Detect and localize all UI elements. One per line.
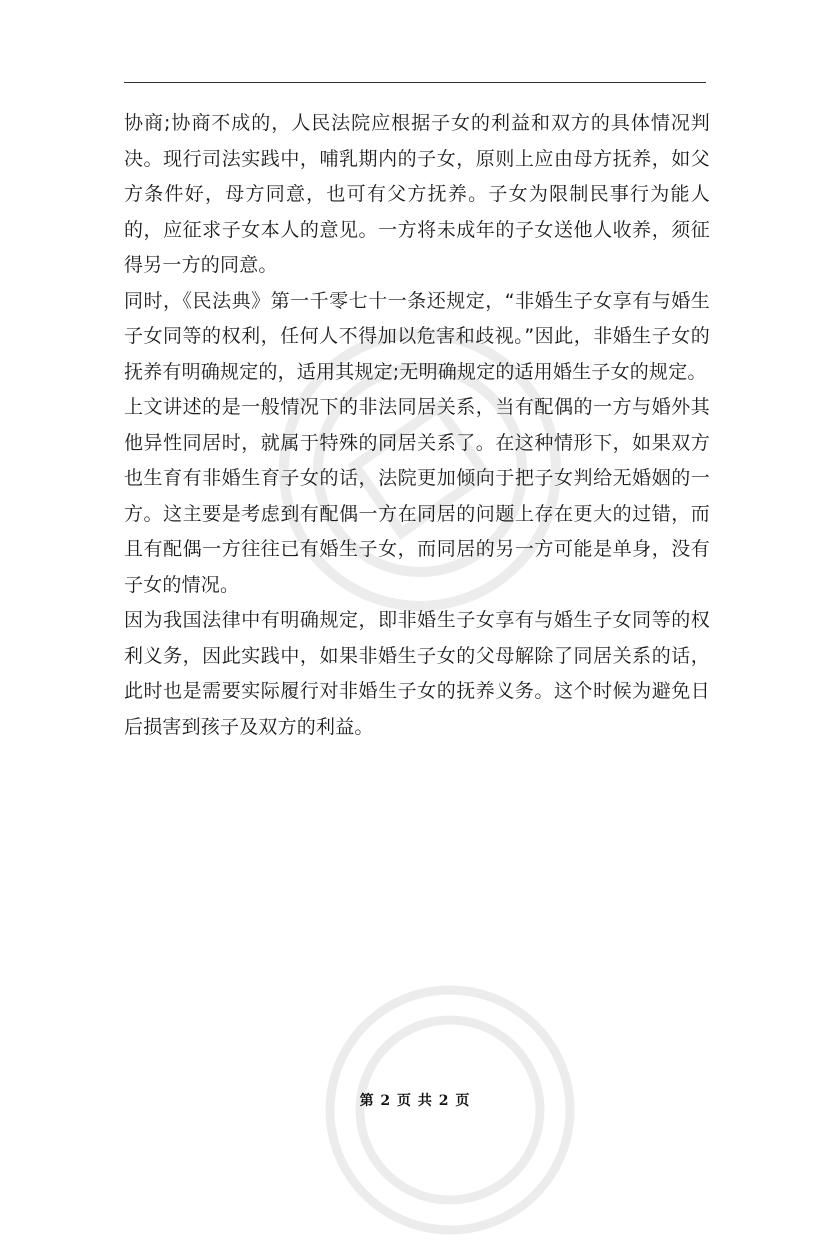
header-rule bbox=[124, 82, 706, 83]
paragraph: 因为我国法律中有明确规定，即非婚生子女享有与婚生子女同等的权利义务，因此实践中，如果非婚生子女的父母解除了同居关系的话，此时也是需要实际履行对非婚生子女的抚养义务。这个时候为避免日后损害到孩子及双方的利益。 bbox=[124, 609, 710, 738]
paragraph: 同时，《民法典》第一千零七十一条还规定，“非婚生子女享有与婚生子女同等的权利，任何人不得加以危害和歧视。”因此，非婚生子女的抚养有明确规定的，适用其规定;无明确规定的适用婚生子女的规定。 bbox=[124, 289, 710, 383]
document-body bbox=[124, 106, 710, 745]
paragraph: 上文讲述的是一般情况下的非法同居关系，当有配偶的一方与婚外其他异性同居时，就属于特殊的同居关系了。在这种情形下，如果双方也生育有非婚生育子女的话，法院更加倾向于把子女判给无婚姻的一方。这主要是考虑到有配偶一方在同居的问题上存在更大的过错，而且有配偶一方往往已有婚生子女，而同居的另一方可能是单身，没有子女的情况。 bbox=[124, 396, 710, 596]
page-number-footer: 第 2 页 共 2 页 bbox=[359, 1093, 471, 1109]
paragraph: 协商;协商不成的，人民法院应根据子女的利益和双方的具体情况判决。现行司法实践中，哺乳期内的子女，原则上应由母方抚养，如父方条件好，母方同意，也可有父方抚养。子女为限制民事行为能人的，应征求子女本人的意见。一方将未成年的子女送他人收养，须征得另一方的同意。 bbox=[124, 112, 710, 276]
watermark-stamp-icon bbox=[300, 960, 600, 1260]
